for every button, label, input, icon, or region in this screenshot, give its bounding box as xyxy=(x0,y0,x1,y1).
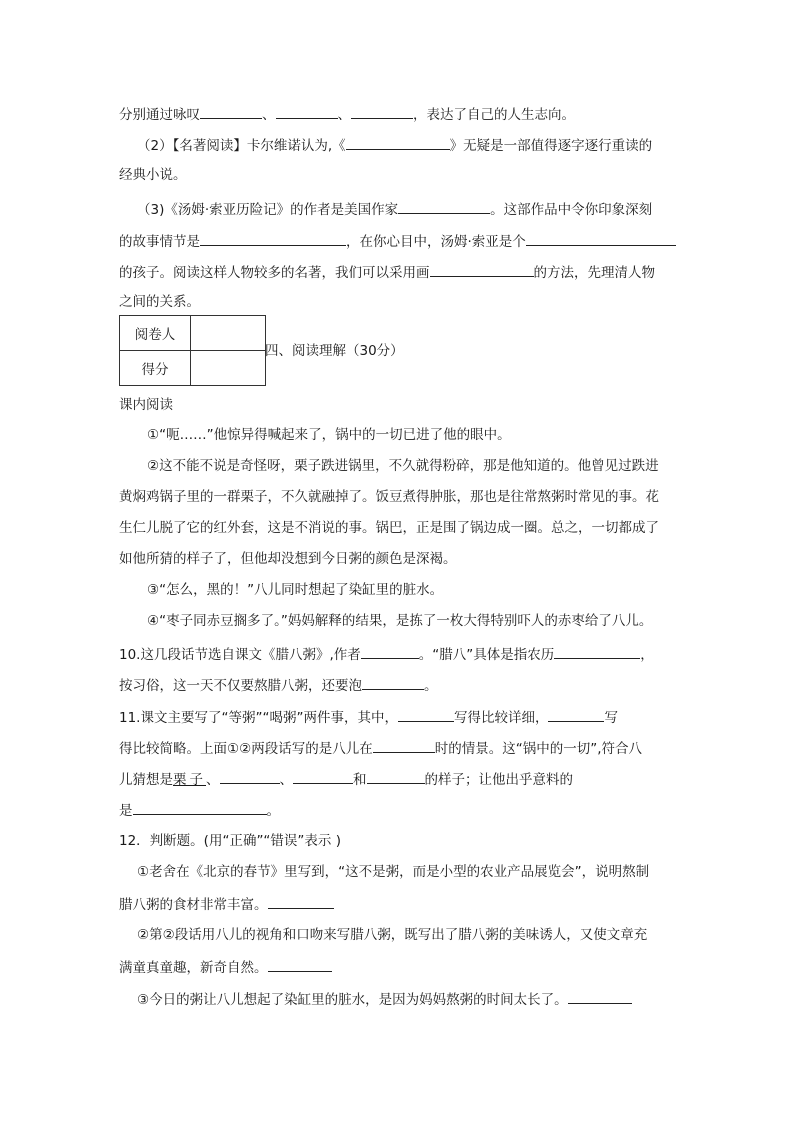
passage-paragraph: ③“怎么，黑的！”八儿同时想起了染缸里的脏水。 xyxy=(147,582,444,598)
answer-blank xyxy=(220,768,280,784)
answer-blank xyxy=(367,768,425,784)
question-11-cont: 得比较简略。上面①②两段话写的是八儿在 时的情景。这“锅中的一切”,符合八 xyxy=(119,737,642,759)
score-label: 得分 xyxy=(120,351,191,386)
question-11-cont: 儿猜想是栗子、 、 和 的样子；让他出乎意料的 xyxy=(119,768,573,790)
answer-blank xyxy=(548,706,604,722)
statement: 腊八粥的食材非常丰富。 xyxy=(119,893,334,915)
answer-blank xyxy=(398,198,490,214)
score-cell xyxy=(191,351,266,386)
statement: ③今日的粥让八儿想起了染缸里的脏水，是因为妈妈熬粥的时间太长了。 xyxy=(137,988,632,1010)
answer-blank xyxy=(361,643,419,659)
statement: 满童真童趣，新奇自然。 xyxy=(119,956,332,978)
answer-blank xyxy=(398,706,454,722)
text-line: 经典小说。 xyxy=(119,167,187,183)
statement: ①老舍在《北京的春节》里写到，“这不是粥，而是小型的农业产品展览会”，说明熬制 xyxy=(137,864,650,880)
question-10-cont: 按习俗，这一天不仅要熬腊八粥，还要泡 。 xyxy=(119,674,438,696)
question-12: 12．判断题。(用“正确”“错误”表示 ) xyxy=(119,833,341,849)
question-11: 11.课文主要写了“等粥”“喝粥”两件事，其中， 写得比较详细， 写 xyxy=(119,706,618,728)
question-11-cont: 是 。 xyxy=(119,799,280,821)
passage-paragraph: 黄焖鸡锅子里的一群栗子，不久就融掉了。饭豆煮得肿胀，那也是往常熬粥时常见的事。花 xyxy=(119,489,659,505)
passage-paragraph: 如他所猜的样子了，但他却没想到今日粥的颜色是深褐。 xyxy=(119,551,457,567)
passage-paragraph: ④“枣子同赤豆搁多了。”妈妈解释的结果，是拣了一枚大得特别吓人的赤枣给了八儿。 xyxy=(147,613,653,629)
answer-blank xyxy=(554,643,640,659)
answer-blank xyxy=(346,134,450,150)
answer-blank xyxy=(268,956,332,972)
passage-paragraph: ②这不能不说是奇怪呀，栗子跌进锅里，不久就得粉碎，那是他知道的。他曾见过跌进 xyxy=(147,458,659,474)
statement: ②第②段话用八儿的视角和口吻来写腊八粥，既写出了腊八粥的美味诱人，又使文章充 xyxy=(137,927,648,943)
answer-blank xyxy=(568,988,632,1004)
reviewer-label: 阅卷人 xyxy=(120,316,191,351)
answer-blank xyxy=(430,261,534,277)
answer-blank xyxy=(200,230,346,246)
passage-label: 课内阅读 xyxy=(119,397,173,413)
score-table xyxy=(119,315,266,386)
passage-paragraph: 生仁儿脱了它的红外套，这是不消说的事。锅巴，正是围了锅边成一圈。总之，一切都成了 xyxy=(119,520,659,536)
text-line: （2）【名著阅读】卡尔维诺认为,《 》无疑是一部值得逐字逐行重读的 xyxy=(137,134,652,156)
text-line: （3)《汤姆·索亚历险记》的作者是美国作家 。这部作品中令你印象深刻 xyxy=(137,198,652,220)
text-line: 分别通过咏叹 、 、 ，表达了自己的人生志向。 xyxy=(119,103,575,125)
section-title: 四、阅读理解（30分） xyxy=(265,343,404,359)
question-10: 10.这几段话节选自课文《腊八粥》,作者 。“腊八”具体是指农历 ， xyxy=(119,643,654,665)
text-line: 的孩子。阅读这样人物较多的名著，我们可以采用画 的方法，先理清人物 xyxy=(119,261,655,283)
text-line: 之间的关系。 xyxy=(119,294,200,310)
answer-blank xyxy=(526,230,676,246)
reviewer-cell xyxy=(191,316,266,351)
answer-blank xyxy=(293,768,353,784)
answer-blank xyxy=(351,103,413,119)
answer-blank xyxy=(362,674,424,690)
text-line: 的故事情节是 ，在你心目中，汤姆·索亚是个 xyxy=(119,230,676,252)
answer-blank xyxy=(276,103,338,119)
passage-paragraph: ①“呃……”他惊异得喊起来了，锅中的一切已进了他的眼中。 xyxy=(147,427,511,443)
answer-blank xyxy=(133,799,267,815)
answer-blank xyxy=(268,893,334,909)
answer-blank xyxy=(200,103,262,119)
answer-blank xyxy=(373,737,435,753)
